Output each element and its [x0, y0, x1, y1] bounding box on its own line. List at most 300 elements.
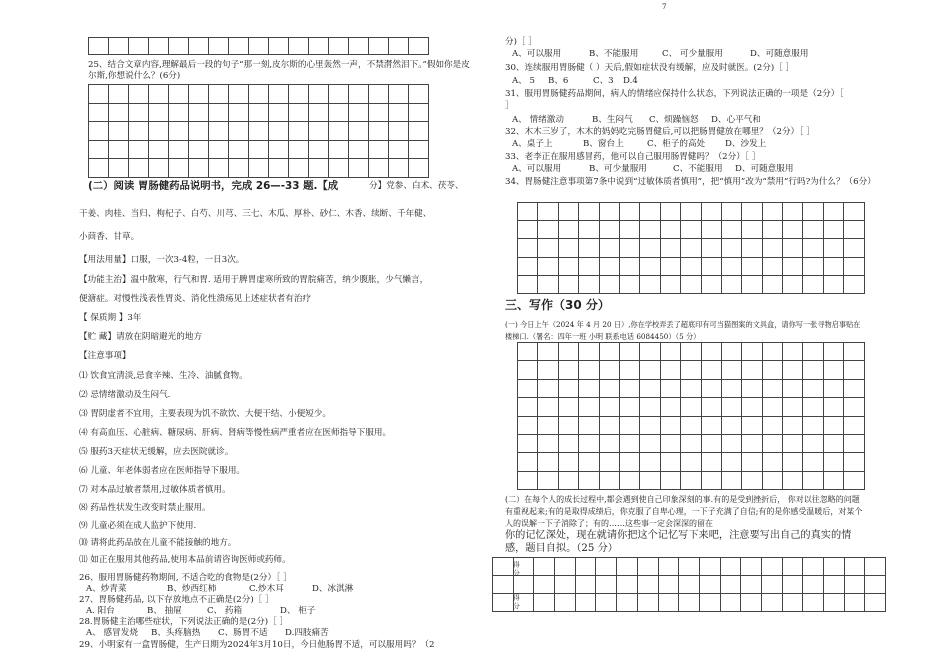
grid-cell[interactable] [538, 258, 558, 276]
grid-cell[interactable] [702, 453, 722, 471]
grid-cell[interactable] [783, 203, 803, 221]
grid-cell[interactable] [824, 221, 844, 239]
grid-cell[interactable] [783, 453, 803, 471]
grid-cell[interactable] [783, 221, 803, 239]
grid-cell[interactable] [702, 398, 722, 416]
writing-grid-1[interactable] [517, 342, 865, 490]
grid-cell[interactable] [742, 453, 762, 471]
grid-cell[interactable] [534, 558, 555, 576]
grid-cell[interactable] [617, 558, 638, 576]
option-a[interactable]: A、桌子上 [512, 139, 553, 149]
grid-cell[interactable] [844, 472, 864, 490]
grid-cell[interactable] [763, 380, 783, 398]
grid-cell[interactable] [702, 258, 722, 276]
grid-cell[interactable] [596, 558, 617, 576]
grid-cell[interactable] [803, 221, 823, 239]
grid-cell[interactable] [269, 85, 289, 104]
grid-cell[interactable] [579, 343, 599, 361]
option-d[interactable]: D、心平气和 [711, 115, 761, 125]
grid-cell[interactable] [89, 38, 109, 55]
answer-grid-q34[interactable] [517, 202, 865, 294]
grid-cell[interactable] [844, 417, 864, 435]
grid-cell[interactable] [783, 361, 803, 379]
grid-cell[interactable] [661, 258, 681, 276]
grid-cell[interactable] [702, 221, 722, 239]
grid-cell[interactable] [534, 576, 555, 594]
grid-cell[interactable] [249, 85, 269, 104]
grid-cell[interactable] [681, 435, 701, 453]
grid-cell[interactable] [600, 380, 620, 398]
grid-cell[interactable] [702, 203, 722, 221]
grid-cell[interactable] [700, 558, 721, 576]
grid-cell[interactable] [681, 239, 701, 257]
grid-cell[interactable] [229, 122, 249, 141]
grid-cell[interactable] [369, 85, 389, 104]
grid-cell[interactable] [555, 576, 576, 594]
grid-cell[interactable] [169, 122, 189, 141]
grid-cell[interactable] [783, 398, 803, 416]
grid-cell[interactable] [349, 141, 369, 160]
grid-cell[interactable] [659, 576, 680, 594]
grid-cell[interactable] [661, 239, 681, 257]
grid-cell[interactable] [722, 361, 742, 379]
option-a[interactable]: A. 阳台 [86, 606, 115, 616]
grid-cell[interactable] [763, 221, 783, 239]
grid-cell[interactable] [289, 104, 309, 123]
grid-cell[interactable] [783, 276, 803, 294]
grid-cell[interactable] [702, 343, 722, 361]
grid-cell[interactable] [579, 258, 599, 276]
grid-cell[interactable] [741, 558, 762, 576]
grid-cell[interactable] [514, 576, 535, 594]
grid-cell[interactable] [600, 398, 620, 416]
option-d[interactable]: D、冰淇淋 [312, 584, 354, 594]
grid-cell[interactable] [661, 343, 681, 361]
grid-cell[interactable] [681, 221, 701, 239]
grid-cell[interactable] [722, 417, 742, 435]
grid-cell[interactable] [579, 472, 599, 490]
grid-cell[interactable] [538, 276, 558, 294]
grid-cell[interactable] [640, 472, 660, 490]
grid-cell[interactable] [844, 239, 864, 257]
grid-cell[interactable] [409, 104, 429, 123]
grid-cell[interactable] [700, 594, 721, 612]
grid-cell[interactable] [640, 221, 660, 239]
grid-cell[interactable] [389, 104, 409, 123]
grid-cell[interactable] [209, 159, 229, 178]
grid-cell[interactable] [169, 159, 189, 178]
grid-cell[interactable] [369, 104, 389, 123]
grid-cell[interactable] [762, 576, 783, 594]
grid-cell[interactable] [309, 85, 329, 104]
composition-grid[interactable] [492, 557, 886, 612]
grid-cell[interactable] [538, 380, 558, 398]
grid-cell[interactable] [702, 239, 722, 257]
grid-cell[interactable] [824, 380, 844, 398]
grid-cell[interactable] [249, 159, 269, 178]
grid-cell[interactable] [559, 239, 579, 257]
grid-cell[interactable] [269, 38, 289, 55]
grid-cell[interactable] [538, 361, 558, 379]
grid-cell[interactable] [824, 343, 844, 361]
grid-cell[interactable] [620, 343, 640, 361]
grid-cell[interactable] [803, 276, 823, 294]
option-b[interactable]: B、窗台上 [583, 139, 624, 149]
grid-cell[interactable] [329, 141, 349, 160]
grid-cell[interactable] [803, 417, 823, 435]
grid-cell[interactable] [89, 85, 109, 104]
grid-cell[interactable] [534, 594, 555, 612]
grid-cell[interactable] [518, 380, 538, 398]
grid-cell[interactable] [803, 380, 823, 398]
grid-cell[interactable] [189, 159, 209, 178]
grid-cell[interactable] [803, 361, 823, 379]
grid-cell[interactable] [309, 141, 329, 160]
grid-cell[interactable] [149, 38, 169, 55]
grid-cell[interactable] [538, 398, 558, 416]
grid-cell[interactable] [803, 258, 823, 276]
grid-cell[interactable] [579, 417, 599, 435]
grid-cell[interactable] [269, 159, 289, 178]
grid-cell[interactable] [329, 38, 349, 55]
grid-cell[interactable] [681, 472, 701, 490]
grid-cell[interactable] [681, 343, 701, 361]
grid-cell[interactable] [538, 472, 558, 490]
option-a[interactable]: A、可以服用 [512, 164, 562, 174]
grid-cell[interactable] [824, 435, 844, 453]
grid-cell[interactable] [702, 435, 722, 453]
option-b[interactable]: B、生闷气 [592, 115, 633, 125]
grid-cell[interactable] [824, 472, 844, 490]
grid-cell[interactable] [844, 276, 864, 294]
grid-cell[interactable] [600, 258, 620, 276]
grid-cell[interactable] [803, 558, 824, 576]
grid-cell[interactable] [559, 343, 579, 361]
grid-cell[interactable] [579, 361, 599, 379]
grid-cell[interactable] [109, 159, 129, 178]
grid-cell[interactable] [349, 85, 369, 104]
grid-cell[interactable] [742, 258, 762, 276]
grid-cell[interactable] [129, 141, 149, 160]
grid-cell[interactable] [149, 159, 169, 178]
grid-cell[interactable] [559, 453, 579, 471]
grid-cell[interactable] [617, 576, 638, 594]
grid-cell[interactable] [369, 38, 389, 55]
option-c[interactable]: C、 药箱 [207, 606, 243, 616]
grid-cell[interactable] [576, 594, 597, 612]
grid-cell[interactable] [803, 594, 824, 612]
grid-cell[interactable] [865, 576, 886, 594]
grid-cell[interactable] [249, 141, 269, 160]
grid-cell[interactable] [620, 239, 640, 257]
grid-cell[interactable] [555, 594, 576, 612]
grid-cell[interactable] [579, 203, 599, 221]
grid-cell[interactable] [309, 159, 329, 178]
grid-cell[interactable] [617, 594, 638, 612]
grid-cell[interactable] [824, 417, 844, 435]
grid-cell[interactable] [600, 417, 620, 435]
option-a[interactable]: A、 5 [512, 76, 535, 86]
grid-cell[interactable] [538, 435, 558, 453]
grid-cell[interactable] [661, 276, 681, 294]
grid-cell[interactable] [783, 594, 804, 612]
grid-cell[interactable] [844, 258, 864, 276]
grid-cell[interactable] [579, 276, 599, 294]
grid-cell[interactable] [679, 576, 700, 594]
option-d[interactable]: D、沙发上 [725, 139, 767, 149]
grid-cell[interactable] [109, 85, 129, 104]
grid-cell[interactable] [783, 435, 803, 453]
grid-cell[interactable] [763, 239, 783, 257]
grid-cell[interactable] [722, 398, 742, 416]
grid-cell[interactable] [824, 558, 845, 576]
grid-cell[interactable] [269, 104, 289, 123]
grid-cell[interactable] [640, 276, 660, 294]
grid-cell[interactable] [824, 203, 844, 221]
grid-cell[interactable] [844, 221, 864, 239]
grid-cell[interactable] [742, 417, 762, 435]
grid-cell[interactable] [559, 361, 579, 379]
grid-cell[interactable] [845, 558, 866, 576]
grid-cell[interactable] [600, 239, 620, 257]
grid-cell[interactable] [559, 258, 579, 276]
grid-cell[interactable] [702, 417, 722, 435]
grid-cell[interactable] [389, 38, 409, 55]
grid-cell[interactable] [579, 221, 599, 239]
grid-cell[interactable] [763, 398, 783, 416]
grid-cell[interactable] [559, 417, 579, 435]
grid-cell[interactable] [681, 361, 701, 379]
grid-cell[interactable] [249, 38, 269, 55]
grid-cell[interactable] [409, 159, 429, 178]
grid-cell[interactable] [659, 558, 680, 576]
grid-cell[interactable] [518, 472, 538, 490]
grid-cell[interactable] [169, 85, 189, 104]
grid-cell[interactable] [289, 85, 309, 104]
grid-cell[interactable] [638, 558, 659, 576]
grid-cell[interactable] [783, 417, 803, 435]
grid-cell[interactable] [640, 380, 660, 398]
grid-cell[interactable] [679, 558, 700, 576]
grid-cell[interactable] [209, 85, 229, 104]
grid-cell[interactable] [209, 38, 229, 55]
grid-cell[interactable] [518, 258, 538, 276]
grid-cell[interactable] [661, 472, 681, 490]
grid-cell[interactable] [89, 104, 109, 123]
grid-cell[interactable] [169, 104, 189, 123]
grid-cell[interactable] [742, 221, 762, 239]
grid-cell[interactable] [783, 380, 803, 398]
grid-cell[interactable] [189, 104, 209, 123]
grid-cell[interactable] [824, 258, 844, 276]
option-a[interactable]: A、可以服用 [512, 49, 562, 59]
grid-cell[interactable] [209, 122, 229, 141]
grid-cell[interactable] [189, 141, 209, 160]
grid-cell[interactable] [845, 594, 866, 612]
grid-cell[interactable] [109, 38, 129, 55]
grid-cell[interactable] [229, 141, 249, 160]
grid-cell[interactable] [576, 558, 597, 576]
grid-cell[interactable] [559, 276, 579, 294]
grid-cell[interactable] [518, 276, 538, 294]
grid-cell[interactable] [89, 141, 109, 160]
grid-cell[interactable] [640, 398, 660, 416]
grid-cell[interactable] [189, 85, 209, 104]
grid-cell[interactable] [620, 276, 640, 294]
grid-cell[interactable] [742, 380, 762, 398]
grid-cell[interactable] [722, 221, 742, 239]
grid-cell[interactable] [844, 203, 864, 221]
option-c[interactable]: C、3 [593, 76, 614, 86]
grid-cell[interactable] [229, 85, 249, 104]
grid-cell[interactable] [845, 576, 866, 594]
grid-cell[interactable] [538, 203, 558, 221]
grid-cell[interactable] [518, 435, 538, 453]
answer-grid-q25[interactable] [88, 84, 429, 178]
grid-cell[interactable] [659, 594, 680, 612]
grid-cell[interactable] [579, 380, 599, 398]
grid-cell[interactable] [129, 104, 149, 123]
grid-cell[interactable] [289, 141, 309, 160]
grid-cell[interactable] [349, 122, 369, 141]
grid-cell[interactable] [803, 343, 823, 361]
grid-cell[interactable] [763, 417, 783, 435]
grid-cell[interactable] [783, 239, 803, 257]
option-b[interactable]: B、不能服用 [589, 49, 639, 59]
grid-cell[interactable] [538, 343, 558, 361]
grid-cell[interactable] [349, 38, 369, 55]
grid-cell[interactable] [742, 472, 762, 490]
option-b[interactable]: B、可少量服用 [589, 164, 647, 174]
grid-cell[interactable] [409, 38, 429, 55]
option-d[interactable]: D、 柜子 [280, 606, 316, 616]
grid-cell[interactable] [661, 398, 681, 416]
grid-cell[interactable] [681, 258, 701, 276]
grid-cell[interactable] [149, 141, 169, 160]
grid-cell[interactable] [538, 239, 558, 257]
grid-cell[interactable] [289, 122, 309, 141]
grid-cell[interactable] [518, 398, 538, 416]
grid-cell[interactable] [702, 361, 722, 379]
grid-cell[interactable] [518, 221, 538, 239]
grid-cell[interactable] [600, 453, 620, 471]
grid-cell[interactable] [803, 472, 823, 490]
grid-cell[interactable] [803, 239, 823, 257]
grid-cell[interactable] [149, 122, 169, 141]
grid-cell[interactable] [329, 85, 349, 104]
grid-cell[interactable] [681, 453, 701, 471]
grid-cell[interactable] [249, 122, 269, 141]
grid-cell[interactable] [538, 417, 558, 435]
option-a[interactable]: A、炒青菜 [86, 584, 127, 594]
grid-cell[interactable] [681, 398, 701, 416]
option-b[interactable]: B、炒西红柿 [167, 584, 217, 594]
grid-cell[interactable] [559, 203, 579, 221]
grid-cell[interactable] [579, 398, 599, 416]
grid-cell[interactable] [289, 38, 309, 55]
grid-cell[interactable] [109, 141, 129, 160]
grid-cell[interactable] [681, 203, 701, 221]
grid-cell[interactable] [722, 343, 742, 361]
option-c[interactable]: C、柜子的高处 [647, 139, 706, 149]
grid-cell[interactable] [681, 276, 701, 294]
grid-cell[interactable] [493, 576, 514, 594]
grid-cell[interactable] [309, 104, 329, 123]
grid-cell[interactable] [865, 594, 886, 612]
grid-cell[interactable] [329, 122, 349, 141]
grid-cell[interactable] [844, 361, 864, 379]
grid-cell[interactable] [309, 122, 329, 141]
grid-cell[interactable] [640, 203, 660, 221]
grid-cell[interactable] [149, 104, 169, 123]
grid-cell[interactable] [824, 239, 844, 257]
grid-cell[interactable] [638, 576, 659, 594]
grid-cell[interactable] [640, 435, 660, 453]
grid-cell[interactable] [189, 122, 209, 141]
grid-cell[interactable] [640, 417, 660, 435]
grid-cell[interactable] [579, 435, 599, 453]
grid-cell[interactable] [824, 361, 844, 379]
grid-cell[interactable] [763, 203, 783, 221]
grid-cell[interactable] [722, 435, 742, 453]
grid-cell[interactable] [229, 38, 249, 55]
option-d[interactable]: D.四肢痛苦 [285, 628, 329, 638]
option-d[interactable]: D.4 [623, 76, 638, 86]
grid-cell[interactable] [721, 558, 742, 576]
grid-cell[interactable] [89, 122, 109, 141]
grid-cell[interactable] [229, 159, 249, 178]
grid-cell[interactable] [329, 104, 349, 123]
grid-cell[interactable] [742, 343, 762, 361]
grid-cell[interactable] [249, 104, 269, 123]
grid-cell[interactable] [596, 594, 617, 612]
grid-cell[interactable] [269, 141, 289, 160]
grid-cell[interactable] [169, 141, 189, 160]
grid-cell[interactable] [844, 380, 864, 398]
grid-cell[interactable] [722, 472, 742, 490]
grid-cell[interactable] [640, 453, 660, 471]
grid-cell[interactable] [762, 594, 783, 612]
grid-cell[interactable] [638, 594, 659, 612]
grid-cell[interactable] [109, 104, 129, 123]
grid-cell[interactable] [369, 141, 389, 160]
grid-cell[interactable] [763, 453, 783, 471]
grid-cell[interactable] [762, 558, 783, 576]
grid-cell[interactable] [661, 417, 681, 435]
grid-cell[interactable] [722, 380, 742, 398]
grid-cell[interactable] [742, 239, 762, 257]
grid-cell[interactable] [620, 221, 640, 239]
option-a[interactable]: A、 情绪激动 [512, 115, 564, 125]
grid-cell[interactable] [741, 576, 762, 594]
grid-cell[interactable] [518, 417, 538, 435]
grid-cell[interactable] [783, 558, 804, 576]
grid-cell[interactable] [129, 38, 149, 55]
grid-cell[interactable] [824, 276, 844, 294]
grid-cell[interactable] [620, 398, 640, 416]
option-d[interactable]: D、可随意服用 [750, 49, 809, 59]
grid-cell[interactable] [803, 203, 823, 221]
grid-cell[interactable] [169, 38, 189, 55]
grid-cell[interactable] [661, 203, 681, 221]
grid-cell[interactable] [661, 361, 681, 379]
grid-cell[interactable] [722, 258, 742, 276]
grid-cell[interactable] [681, 417, 701, 435]
grid-cell[interactable] [742, 276, 762, 294]
grid-cell[interactable] [620, 435, 640, 453]
grid-cell[interactable] [722, 276, 742, 294]
grid-cell[interactable] [109, 122, 129, 141]
